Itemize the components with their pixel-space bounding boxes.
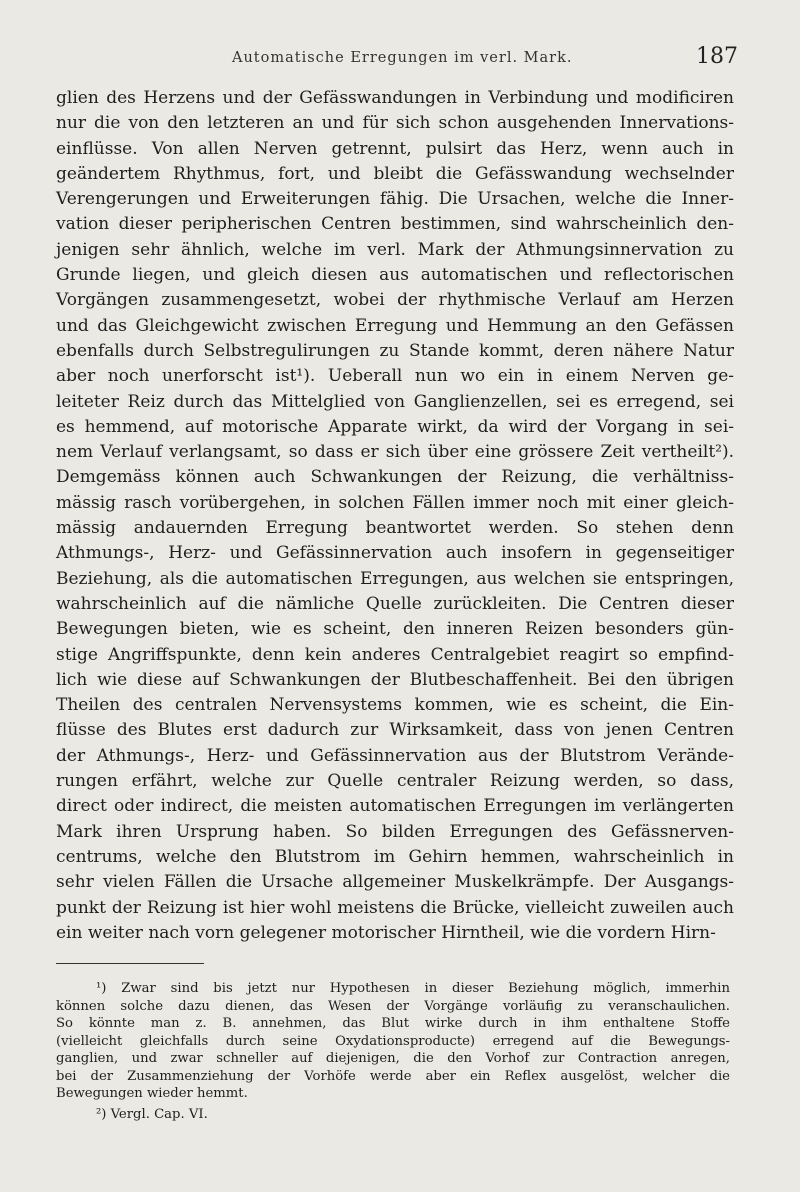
text-line: Vorgängen zusammengesetzt, wobei der rhythmische Verlauf am Herzen: [56, 290, 734, 311]
text-line: mässig andauernden Erregung beantwortet werden. So stehen denn: [56, 518, 734, 539]
text-line: Theilen des centralen Nervensystems kommen, wie es scheint, die Ein-: [56, 695, 734, 716]
footnote-line: ¹) Zwar sind bis jetzt nur Hypothesen in dieser Beziehung möglich, immerhin: [96, 981, 730, 996]
page-number: 187: [696, 44, 738, 69]
text-line: flüsse des Blutes erst dadurch zur Wirksamkeit, dass von jenen Centren: [56, 720, 734, 741]
text-line: und das Gleichgewicht zwischen Erregung und Hemmung an den Gefässen: [56, 315, 734, 336]
text-line: Grunde liegen, und gleich diesen aus automatischen und reflectorischen: [56, 265, 734, 286]
footnote-line: bei der Zusammenziehung der Vorhöfe werde aber ein Reflex ausgelöst, welcher die: [56, 1068, 730, 1084]
footnote-line: Bewegungen wieder hemmt.: [56, 1086, 248, 1101]
text-line: lich wie diese auf Schwankungen der Blutbeschaffenheit. Bei den übrigen: [56, 669, 734, 690]
text-line: einflüsse. Von allen Nerven getrennt, pulsirt das Herz, wenn auch in: [56, 138, 734, 159]
text-line: es hemmend, auf motorische Apparate wirkt, da wird der Vorgang in sei-: [56, 416, 734, 437]
text-line: glien des Herzens und der Gefässwandungen in Verbindung und modificiren: [56, 88, 734, 108]
text-line: Beziehung, als die automatischen Erregungen, aus welchen sie entspringen,: [56, 568, 734, 589]
text-line: wahrscheinlich auf die nämliche Quelle zurückleiten. Die Centren dieser: [56, 593, 734, 614]
body-text: [56, 86, 734, 946]
text-line: leiteter Reiz durch das Mittelglied von Ganglienzellen, sei es erregend, sei: [56, 391, 734, 412]
text-line: centrums, welche den Blutstrom im Gehirn hemmen, wahrscheinlich in: [56, 846, 734, 867]
text-line: Athmungs-, Herz- und Gefässinnervation auch insofern in gegenseitiger: [56, 543, 734, 564]
footnote-1: [56, 980, 730, 1103]
text-line: Bewegungen bieten, wie es scheint, den inneren Reizen besonders gün-: [56, 619, 734, 640]
text-line: ebenfalls durch Selbstregulirungen zu Stande kommt, deren nähere Natur: [56, 340, 734, 361]
text-line: direct oder indirect, die meisten automatischen Erregungen im verlängerten: [56, 796, 734, 817]
footnotes: [56, 980, 730, 1123]
footnote-line: So könnte man z. B. annehmen, das Blut wirke durch in ihm enthaltene Stoffe: [56, 1016, 730, 1031]
text-line: vation dieser peripherischen Centren bestimmen, sind wahrscheinlich den-: [56, 214, 734, 235]
footnote-line: ganglien, und zwar schneller auf diejenigen, die den Vorhof zur Contraction anregen,: [56, 1051, 730, 1066]
footnote-separator: [56, 963, 204, 964]
text-line: Demgemäss können auch Schwankungen der Reizung, die verhältniss-: [56, 467, 734, 488]
text-line: nur die von den letzteren an und für sich schon ausgehenden Innervations-: [56, 113, 734, 134]
text-line: rungen erfährt, welche zur Quelle centraler Reizung werden, so dass,: [56, 771, 734, 792]
text-line: punkt der Reizung ist hier wohl meistens die Brücke, vielleicht zuweilen auch: [56, 897, 734, 918]
footnote-line: können solche dazu dienen, das Wesen der Vorgänge vorläufig zu veranschaulichen.: [56, 998, 730, 1014]
text-line: der Athmungs-, Herz- und Gefässinnervation aus der Blutstrom Verände-: [56, 745, 734, 766]
text-line: geändertem Rhythmus, fort, und bleibt die Gefässwandung wechselnder: [56, 163, 734, 184]
text-line: sehr vielen Fällen die Ursache allgemeiner Muskelkrämpfe. Der Ausgangs-: [56, 872, 734, 893]
text-line: Verengerungen und Erweiterungen fähig. Die Ursachen, welche die Inner-: [56, 189, 734, 210]
text-line: aber noch unerforscht ist¹). Ueberall nun wo ein in einem Nerven ge-: [56, 366, 734, 387]
footnote-line: (vielleicht gleichfalls durch seine Oxydationsproducte) erregend auf die Bewegungs-: [56, 1033, 730, 1049]
text-line: stige Angriffspunkte, denn kein anderes Centralgebiet reagirt so empfind-: [56, 644, 734, 665]
footnote-2: ²) Vergl. Cap. VI.: [96, 1106, 208, 1122]
running-title: Automatische Erregungen im verl. Mark.: [232, 50, 573, 66]
text-line: Mark ihren Ursprung haben. So bilden Erregungen des Gefässnerven-: [56, 821, 734, 842]
text-line: jenigen sehr ähnlich, welche im verl. Mark der Athmungsinnervation zu: [56, 239, 734, 260]
text-line: mässig rasch vorübergehen, in solchen Fällen immer noch mit einer gleich-: [56, 492, 734, 513]
text-line: nem Verlauf verlangsamt, so dass er sich über eine grössere Zeit vertheilt²).: [56, 442, 734, 463]
text-line: ein weiter nach vorn gelegener motorischer Hirntheil, wie die vordern Hirn-: [56, 922, 716, 943]
